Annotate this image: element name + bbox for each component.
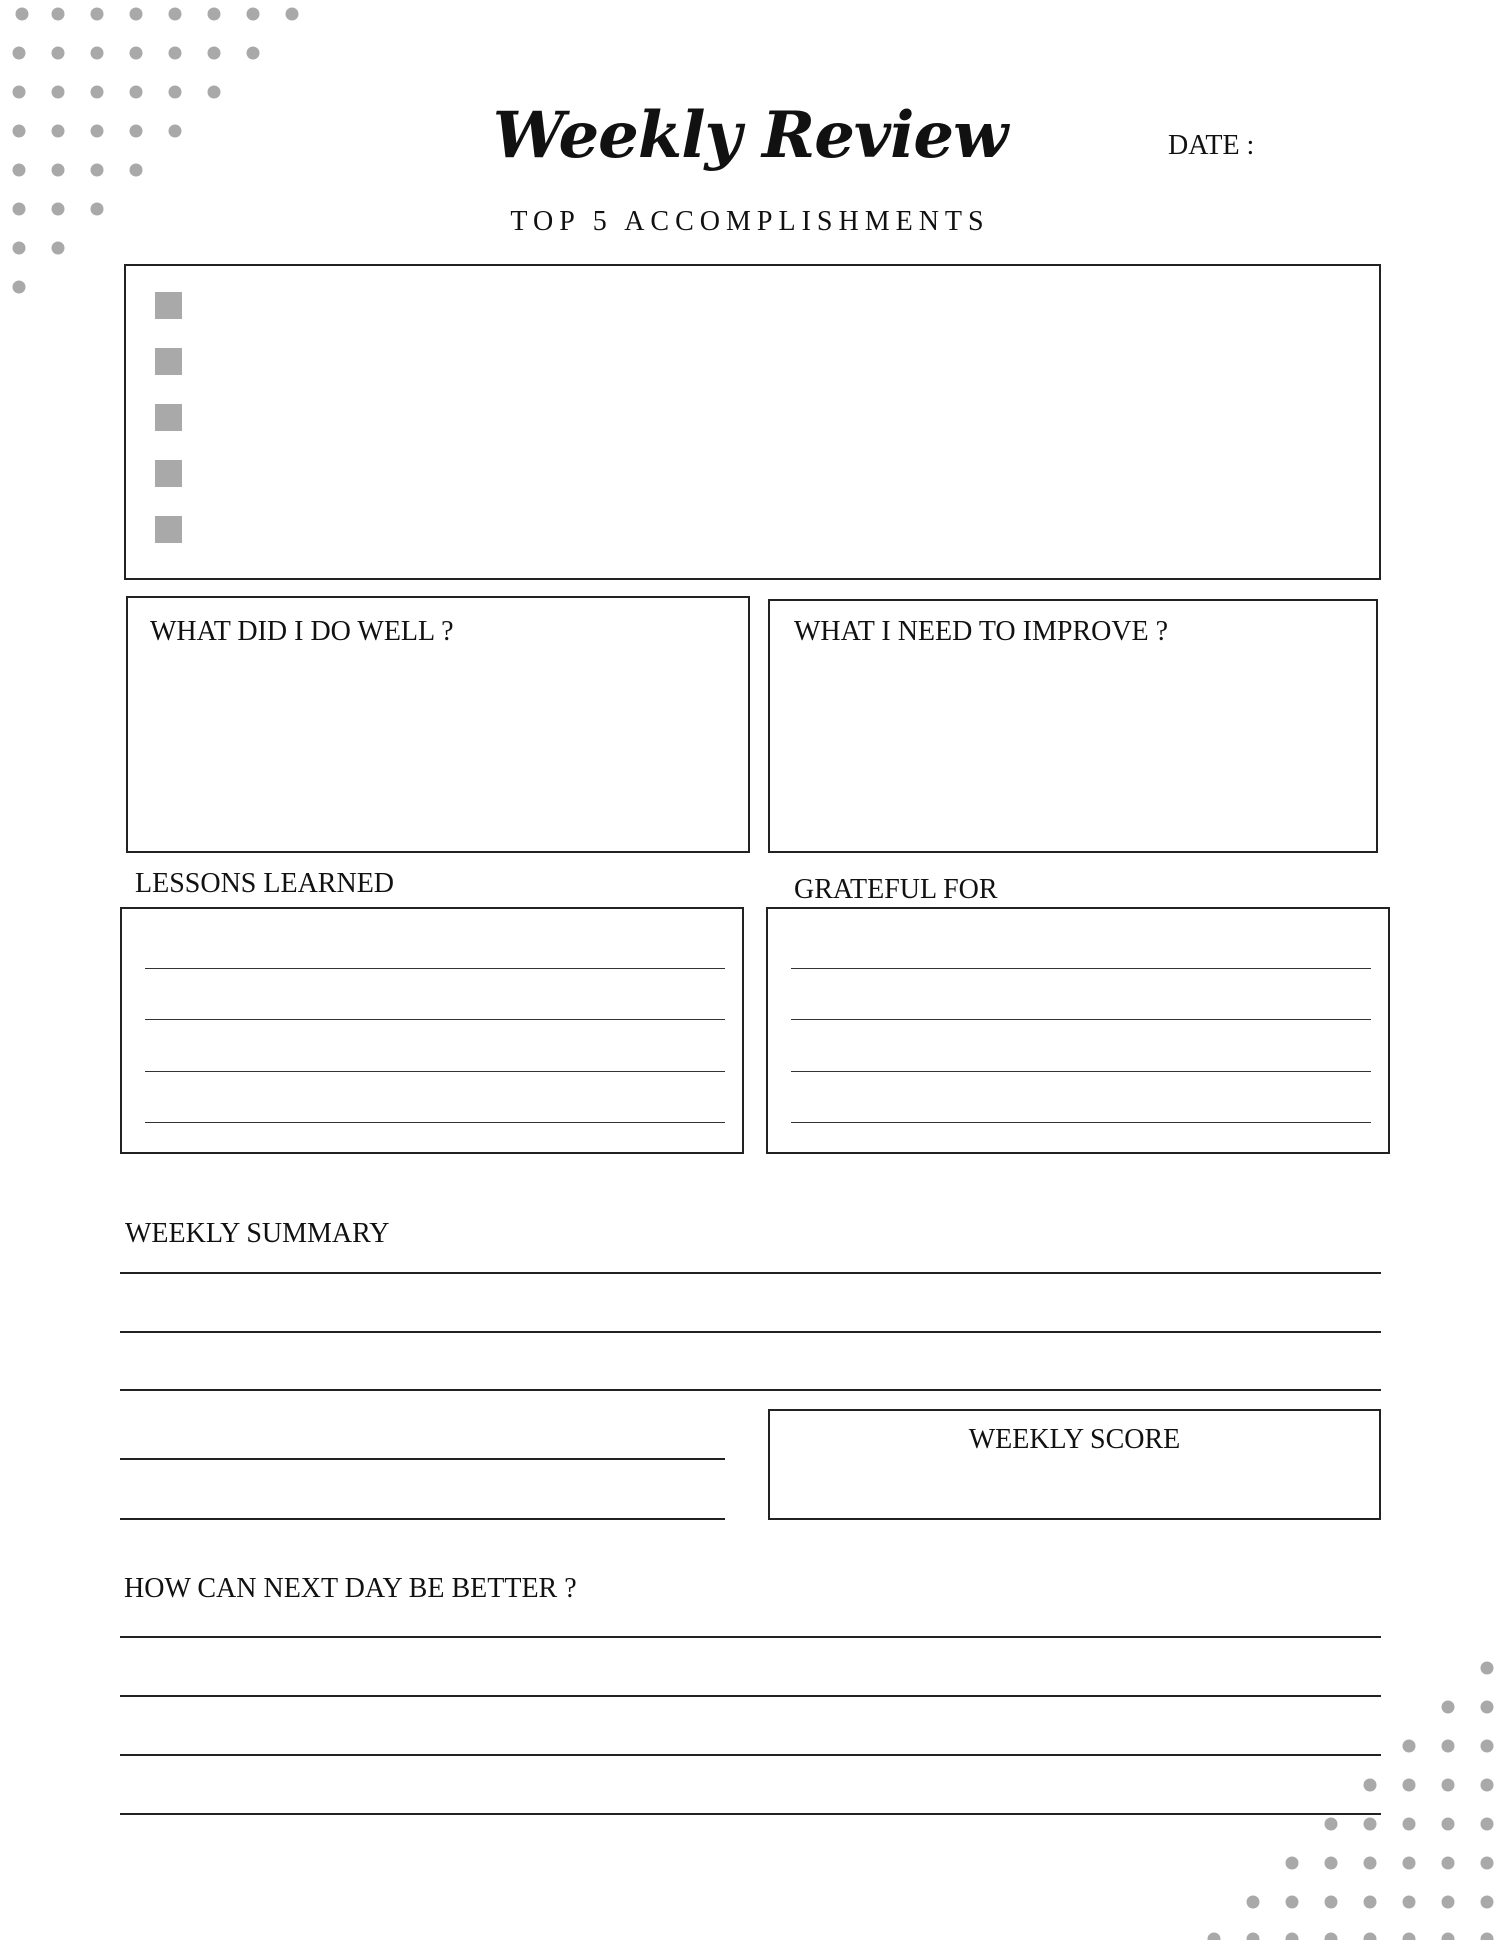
lessons-label: LESSONS LEARNED bbox=[135, 868, 395, 899]
accomplishments-heading: TOP 5 ACCOMPLISHMENTS bbox=[510, 206, 990, 237]
lessons-line bbox=[145, 1071, 725, 1072]
grateful-line bbox=[791, 968, 1371, 969]
grateful-label: GRATEFUL FOR bbox=[794, 874, 998, 905]
improve-label: WHAT I NEED TO IMPROVE ? bbox=[794, 616, 1169, 647]
date-label: DATE : bbox=[1168, 130, 1255, 161]
summary-line bbox=[120, 1458, 725, 1460]
next-day-label: HOW CAN NEXT DAY BE BETTER ? bbox=[124, 1573, 577, 1604]
summary-line bbox=[120, 1272, 1381, 1274]
weekly-score-label: WEEKLY SCORE bbox=[968, 1424, 1181, 1455]
accomplishment-checkbox[interactable] bbox=[155, 516, 182, 543]
grateful-box[interactable] bbox=[766, 907, 1390, 1154]
did-well-label: WHAT DID I DO WELL ? bbox=[150, 616, 454, 647]
page-title: Weekly Review bbox=[492, 98, 1008, 173]
accomplishment-checkbox[interactable] bbox=[155, 348, 182, 375]
lessons-line bbox=[145, 1122, 725, 1123]
next-day-line bbox=[120, 1636, 1381, 1638]
next-day-line bbox=[120, 1695, 1381, 1697]
lessons-line bbox=[145, 1019, 725, 1020]
grateful-line bbox=[791, 1071, 1371, 1072]
lessons-box[interactable] bbox=[120, 907, 744, 1154]
summary-line bbox=[120, 1389, 1381, 1391]
next-day-line bbox=[120, 1813, 1381, 1815]
accomplishment-checkbox[interactable] bbox=[155, 460, 182, 487]
grateful-line bbox=[791, 1019, 1371, 1020]
lessons-line bbox=[145, 968, 725, 969]
accomplishment-checkbox[interactable] bbox=[155, 292, 182, 319]
summary-label: WEEKLY SUMMARY bbox=[125, 1218, 390, 1249]
accomplishment-checkbox[interactable] bbox=[155, 404, 182, 431]
summary-line bbox=[120, 1331, 1381, 1333]
grateful-line bbox=[791, 1122, 1371, 1123]
next-day-line bbox=[120, 1754, 1381, 1756]
summary-line bbox=[120, 1518, 725, 1520]
accomplishments-box bbox=[124, 264, 1381, 580]
